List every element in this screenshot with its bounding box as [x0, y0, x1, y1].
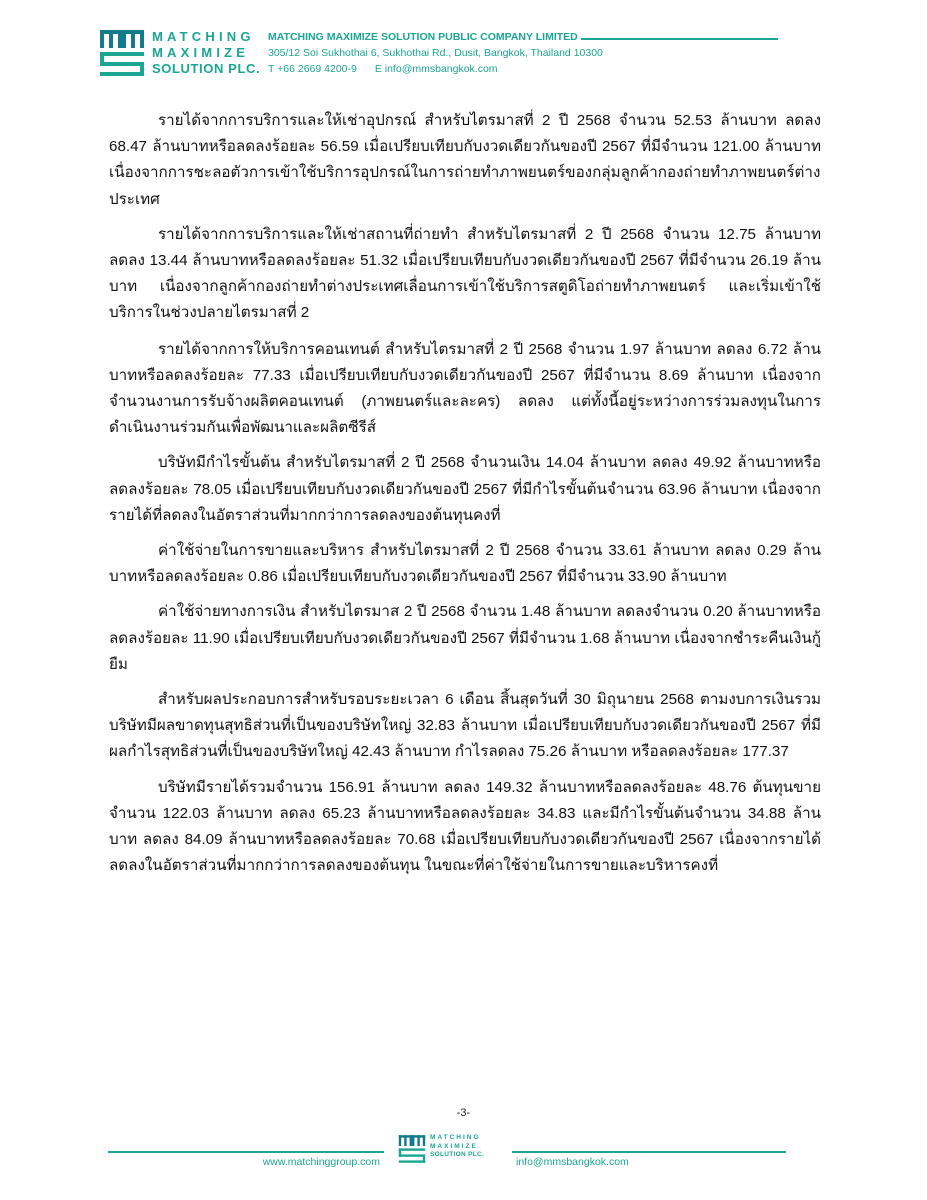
- document-body: [109, 108, 821, 888]
- company-info: [268, 29, 778, 79]
- paragraph-selling-admin-expenses: ค่าใช้จ่ายในการขายและบริหาร สำหรับไตรมาสที่ 2 ปี 2568 จำนวน 33.61 ล้านบาท ลดลง 0.29 ล้านบาทหรือลดลงร้อยละ 0.86 เมื่อเปรียบเทียบกับงวดเดียวกันของปี 2567 ที่มีจำนวน 33.90 ล้านบาท: [109, 542, 821, 586]
- brand-wordmark: [152, 29, 260, 77]
- paragraph-studio-rental-revenue: รายได้จากการบริการและให้เช่าสถานที่ถ่ายทำ สำหรับไตรมาสที่ 2 ปี 2568 จำนวน 12.75 ล้านบาท ลดลง 13.44 ล้านบาทหรือลดลงร้อยละ 51.32 เมื่อเปรียบเทียบกับงวดเดียวกันของปี 2567 ที่มีจำนวน 26.19 ล้านบาท เนื่องจากลูกค้ากองถ่ายทำต่างประเทศเลื่อนการเข้าใช้บริการสตูดิโอถ่ายทำภาพยนตร์ และเริ่มเข้าใช้บริการในช่วงปลายไตรมาสที่ 2: [109, 225, 821, 322]
- paragraph-total-revenue: บริษัทมีรายได้รวมจำนวน 156.91 ล้านบาท ลดลง 149.32 ล้านบาทหรือลดลงร้อยละ 48.76 ต้นทุนขายจำนวน 122.03 ล้านบาท ลดลง 65.23 ล้านบาทหรือลดลงร้อยละ 34.83 และมีกำไรขั้นต้นจำนวน 34.88 ล้านบาท ลดลง 84.09 ล้านบาทหรือลดลงร้อยละ 70.68 เมื่อเปรียบเทียบกับงวดเดียวกันของปี 2567 เนื่องจากรายได้ลดลงในอัตราส่วนที่มากกว่าการลดลงของต้นทุน ในขณะที่ค่าใช้จ่ายในการขายและบริหารคงที่: [109, 778, 821, 875]
- paragraph-gross-profit: บริษัทมีกำไรขั้นต้น สำหรับไตรมาสที่ 2 ปี 2568 จำนวนเงิน 14.04 ล้านบาท ลดลง 49.92 ล้านบาทหรือลดลงร้อยละ 78.05 เมื่อเปรียบเทียบกับงวดเดียวกันของปี 2567 ที่มีกำไรขั้นต้นจำนวน 63.96 ล้านบาท เนื่องจากรายได้ที่ลดลงในอัตราส่วนที่มากกว่าการลดลงของต้นทุนคงที่: [109, 454, 821, 524]
- company-name: MATCHING MAXIMIZE SOLUTION PUBLIC COMPANY LIMITED: [268, 31, 578, 43]
- company-email: E info@mmsbangkok.com: [374, 63, 498, 75]
- footer-rule-right: [512, 1151, 786, 1153]
- footer-website-link[interactable]: www.matchinggroup.com: [262, 1156, 380, 1168]
- paragraph-six-month-results: สำหรับผลประกอบการสำหรับรอบระยะเวลา 6 เดือน สิ้นสุดวันที่ 30 มิถุนายน 2568 ตามงบการเงินรวมบริษัทมีผลขาดทุนสุทธิส่วนที่เป็นของบริษัทใหญ่ 32.83 ล้านบาท เมื่อเปรียบเทียบกับงวดเดียวกันของปี 2567 ที่มีผลกำไรสุทธิส่วนที่เป็นของบริษัทใหญ่ 42.43 ล้านบาท กำไรลดลง 75.26 ล้านบาท หรือลดลงร้อยละ 177.37: [109, 691, 821, 761]
- paragraph-equipment-rental-revenue: รายได้จากการบริการและให้เช่าอุปกรณ์ สำหรับไตรมาสที่ 2 ปี 2568 จำนวน 52.53 ล้านบาท ลดลง 68.47 ล้านบาทหรือลดลงร้อยละ 56.59 เมื่อเปรียบเทียบกับงวดเดียวกันของปี 2567 ที่มีจำนวน 121.00 ล้านบาท เนื่องจากการชะลอตัวการเข้าใช้บริการอุปกรณ์ในการถ่ายทำภาพยนตร์ของกลุ่มลูกค้ากองถ่ายทำภาพยนตร์ต่างประเทศ: [109, 112, 821, 208]
- company-name-row: [268, 29, 778, 45]
- brand-line-1: MATCHING: [152, 29, 255, 44]
- page-number: -3-: [456, 1107, 471, 1119]
- footer-brand-line-1: MATCHING: [430, 1134, 481, 1141]
- company-phone: T +66 2669 4200-9: [268, 63, 357, 75]
- footer-brand-line-2: MAXIMIZE: [430, 1142, 478, 1150]
- mms-logo-icon: [100, 28, 144, 78]
- footer-brand-line-3: SOLUTION PLC.: [430, 1151, 485, 1158]
- header-rule: [581, 38, 778, 40]
- page-footer: [108, 1134, 808, 1174]
- paragraph-content-revenue: รายได้จากการให้บริการคอนเทนต์ สำหรับไตรมาสที่ 2 ปี 2568 จำนวน 1.97 ล้านบาท ลดลง 6.72 ล้านบาทหรือลดลงร้อยละ 77.33 เมื่อเปรียบเทียบกับงวดเดียวกันของปี 2567 ที่มีจำนวน 8.69 ล้านบาท เนื่องจากจำนวนงานการรับจ้างผลิตคอนเทนต์ (ภาพยนตร์และละคร) ลดลง แต่ทั้งนี้อยู่ระหว่างการร่วมลงทุนในการดำเนินงานร่วมกันเพื่อพัฒนาและผลิตซีรีส์: [109, 340, 821, 437]
- footer-rule-left: [108, 1151, 384, 1153]
- footer-email-link[interactable]: info@mmsbangkok.com: [516, 1156, 629, 1168]
- brand-line-3: SOLUTION PLC.: [152, 61, 261, 76]
- brand-line-2: MAXIMIZE: [152, 45, 250, 60]
- paragraph-finance-costs: ค่าใช้จ่ายทางการเงิน สำหรับไตรมาส 2 ปี 2568 จำนวน 1.48 ล้านบาท ลดลงจำนวน 0.20 ล้านบาทหรือลดลงร้อยละ 11.90 เมื่อเปรียบเทียบกับงวดเดียวกันของปี 2567 ที่มีจำนวน 1.68 ล้านบาท เนื่องจากชำระคืนเงินกู้ยืม: [109, 603, 821, 673]
- company-address: 305/12 Soi Sukhothai 6, Sukhothai Rd., Dusit, Bangkok, Thailand 10300: [268, 47, 603, 59]
- company-contact: [268, 61, 778, 77]
- footer-brand-wordmark: [430, 1134, 484, 1160]
- mms-logo-icon: [398, 1134, 426, 1164]
- letterhead: [100, 28, 780, 84]
